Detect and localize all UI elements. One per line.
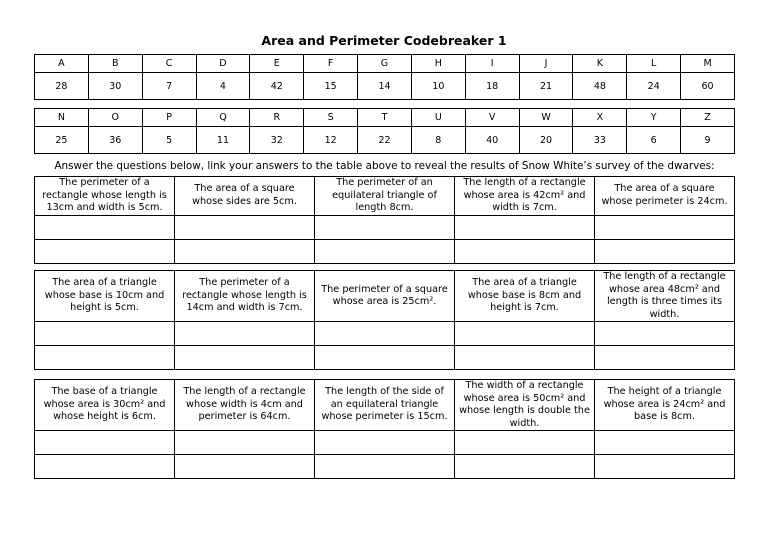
question-cell: The base of a triangle whose area is 30cm² and whose height is 6cm. <box>35 380 175 431</box>
code-letter-cell: R <box>250 109 304 127</box>
answer-box[interactable] <box>595 215 735 239</box>
worksheet-title: Area and Perimeter Codebreaker 1 <box>261 33 507 48</box>
code-letter-cell: P <box>142 109 196 127</box>
code-number-cell: 7 <box>142 73 196 100</box>
code-number-cell: 24 <box>627 73 681 100</box>
code-letter-cell: A <box>35 55 89 73</box>
code-letter-cell: I <box>465 55 519 73</box>
answer-box[interactable] <box>35 346 175 370</box>
answer-box[interactable] <box>175 239 315 263</box>
code-letter-cell: J <box>519 55 573 73</box>
code-number-cell: 30 <box>88 73 142 100</box>
code-letter-cell: S <box>304 109 358 127</box>
question-cell: The perimeter of a square whose area is 25cm². <box>315 271 455 322</box>
code-letter-cell: F <box>304 55 358 73</box>
question-row <box>35 380 735 431</box>
code-letter-cell: H <box>411 55 465 73</box>
code-numbers-row <box>35 127 735 154</box>
code-letter-cell: Y <box>627 109 681 127</box>
code-number-cell: 36 <box>88 127 142 154</box>
code-number-cell: 11 <box>196 127 250 154</box>
answer-box[interactable] <box>315 215 455 239</box>
code-number-cell: 4 <box>196 73 250 100</box>
answer-box[interactable] <box>595 455 735 479</box>
code-number-cell: 33 <box>573 127 627 154</box>
code-number-cell: 28 <box>35 73 89 100</box>
instructions: Answer the questions below, link your answers to the table above to reveal the results of Snow White’s survey of the dwarves: <box>54 160 715 172</box>
code-letter-cell: O <box>88 109 142 127</box>
answer-row <box>35 431 735 455</box>
code-number-cell: 32 <box>250 127 304 154</box>
code-number-cell: 14 <box>358 73 412 100</box>
code-letter-cell: Z <box>681 109 735 127</box>
answer-box[interactable] <box>315 431 455 455</box>
answer-box[interactable] <box>455 322 595 346</box>
code-number-cell: 15 <box>304 73 358 100</box>
answer-box[interactable] <box>455 346 595 370</box>
answer-box[interactable] <box>35 215 175 239</box>
code-number-cell: 60 <box>681 73 735 100</box>
code-letter-cell: N <box>35 109 89 127</box>
answer-box[interactable] <box>175 431 315 455</box>
code-number-cell: 10 <box>411 73 465 100</box>
question-cell: The length of a rectangle whose width is 4cm and perimeter is 64cm. <box>175 380 315 431</box>
question-cell: The length of a rectangle whose area is 42cm² and width is 7cm. <box>455 177 595 216</box>
code-number-cell: 25 <box>35 127 89 154</box>
code-number-cell: 5 <box>142 127 196 154</box>
code-number-cell: 48 <box>573 73 627 100</box>
answer-box[interactable] <box>595 346 735 370</box>
question-cell: The perimeter of a rectangle whose length is 14cm and width is 7cm. <box>175 271 315 322</box>
question-cell: The height of a triangle whose area is 24cm² and base is 8cm. <box>595 380 735 431</box>
answer-row <box>35 455 735 479</box>
answer-box[interactable] <box>455 431 595 455</box>
question-cell: The area of a triangle whose base is 8cm and height is 7cm. <box>455 271 595 322</box>
answer-box[interactable] <box>35 431 175 455</box>
code-letter-cell: X <box>573 109 627 127</box>
question-cell: The area of a triangle whose base is 10cm and height is 5cm. <box>35 271 175 322</box>
answer-box[interactable] <box>595 322 735 346</box>
question-cell: The length of a rectangle whose area 48cm² and length is three times its width. <box>595 271 735 322</box>
answer-box[interactable] <box>175 346 315 370</box>
code-number-cell: 40 <box>465 127 519 154</box>
code-letter-cell: W <box>519 109 573 127</box>
answer-row <box>35 322 735 346</box>
code-number-cell: 22 <box>358 127 412 154</box>
code-numbers-row <box>35 73 735 100</box>
code-number-cell: 6 <box>627 127 681 154</box>
code-number-cell: 8 <box>411 127 465 154</box>
question-cell: The perimeter of an equilateral triangle of length 8cm. <box>315 177 455 216</box>
answer-box[interactable] <box>35 455 175 479</box>
question-cell: The area of a square whose perimeter is 24cm. <box>595 177 735 216</box>
answer-box[interactable] <box>175 455 315 479</box>
question-cell: The length of the side of an equilateral triangle whose perimeter is 15cm. <box>315 380 455 431</box>
question-row <box>35 271 735 322</box>
code-table-n-to-z <box>34 108 735 154</box>
code-number-cell: 18 <box>465 73 519 100</box>
question-cell: The perimeter of a rectangle whose length is 13cm and width is 5cm. <box>35 177 175 216</box>
answer-box[interactable] <box>455 215 595 239</box>
code-letter-cell: B <box>88 55 142 73</box>
answer-box[interactable] <box>315 455 455 479</box>
answer-box[interactable] <box>595 239 735 263</box>
question-cell: The area of a square whose sides are 5cm. <box>175 177 315 216</box>
code-table-a-to-m <box>34 54 735 100</box>
answer-box[interactable] <box>315 239 455 263</box>
code-letter-cell: V <box>465 109 519 127</box>
answer-box[interactable] <box>455 455 595 479</box>
code-number-cell: 21 <box>519 73 573 100</box>
code-number-cell: 20 <box>519 127 573 154</box>
code-letter-cell: K <box>573 55 627 73</box>
code-letter-cell: G <box>358 55 412 73</box>
question-table-3 <box>34 379 735 479</box>
question-cell: The width of a rectangle whose area is 50cm² and whose length is double the width. <box>455 380 595 431</box>
answer-box[interactable] <box>35 322 175 346</box>
code-letter-cell: M <box>681 55 735 73</box>
code-letters-row <box>35 55 735 73</box>
code-letter-cell: T <box>358 109 412 127</box>
answer-box[interactable] <box>455 239 595 263</box>
code-number-cell: 42 <box>250 73 304 100</box>
answer-box[interactable] <box>175 322 315 346</box>
code-number-cell: 12 <box>304 127 358 154</box>
question-table-1 <box>34 176 735 264</box>
code-number-cell: 9 <box>681 127 735 154</box>
answer-row <box>35 346 735 370</box>
answer-row <box>35 215 735 239</box>
answer-box[interactable] <box>595 431 735 455</box>
code-letter-cell: E <box>250 55 304 73</box>
code-letter-cell: L <box>627 55 681 73</box>
code-letter-cell: D <box>196 55 250 73</box>
answer-box[interactable] <box>175 215 315 239</box>
answer-box[interactable] <box>315 346 455 370</box>
question-table-2 <box>34 270 735 370</box>
code-letter-cell: Q <box>196 109 250 127</box>
answer-box[interactable] <box>315 322 455 346</box>
question-row <box>35 177 735 216</box>
code-letter-cell: U <box>411 109 465 127</box>
code-letter-cell: C <box>142 55 196 73</box>
answer-box[interactable] <box>35 239 175 263</box>
code-letters-row <box>35 109 735 127</box>
answer-row <box>35 239 735 263</box>
